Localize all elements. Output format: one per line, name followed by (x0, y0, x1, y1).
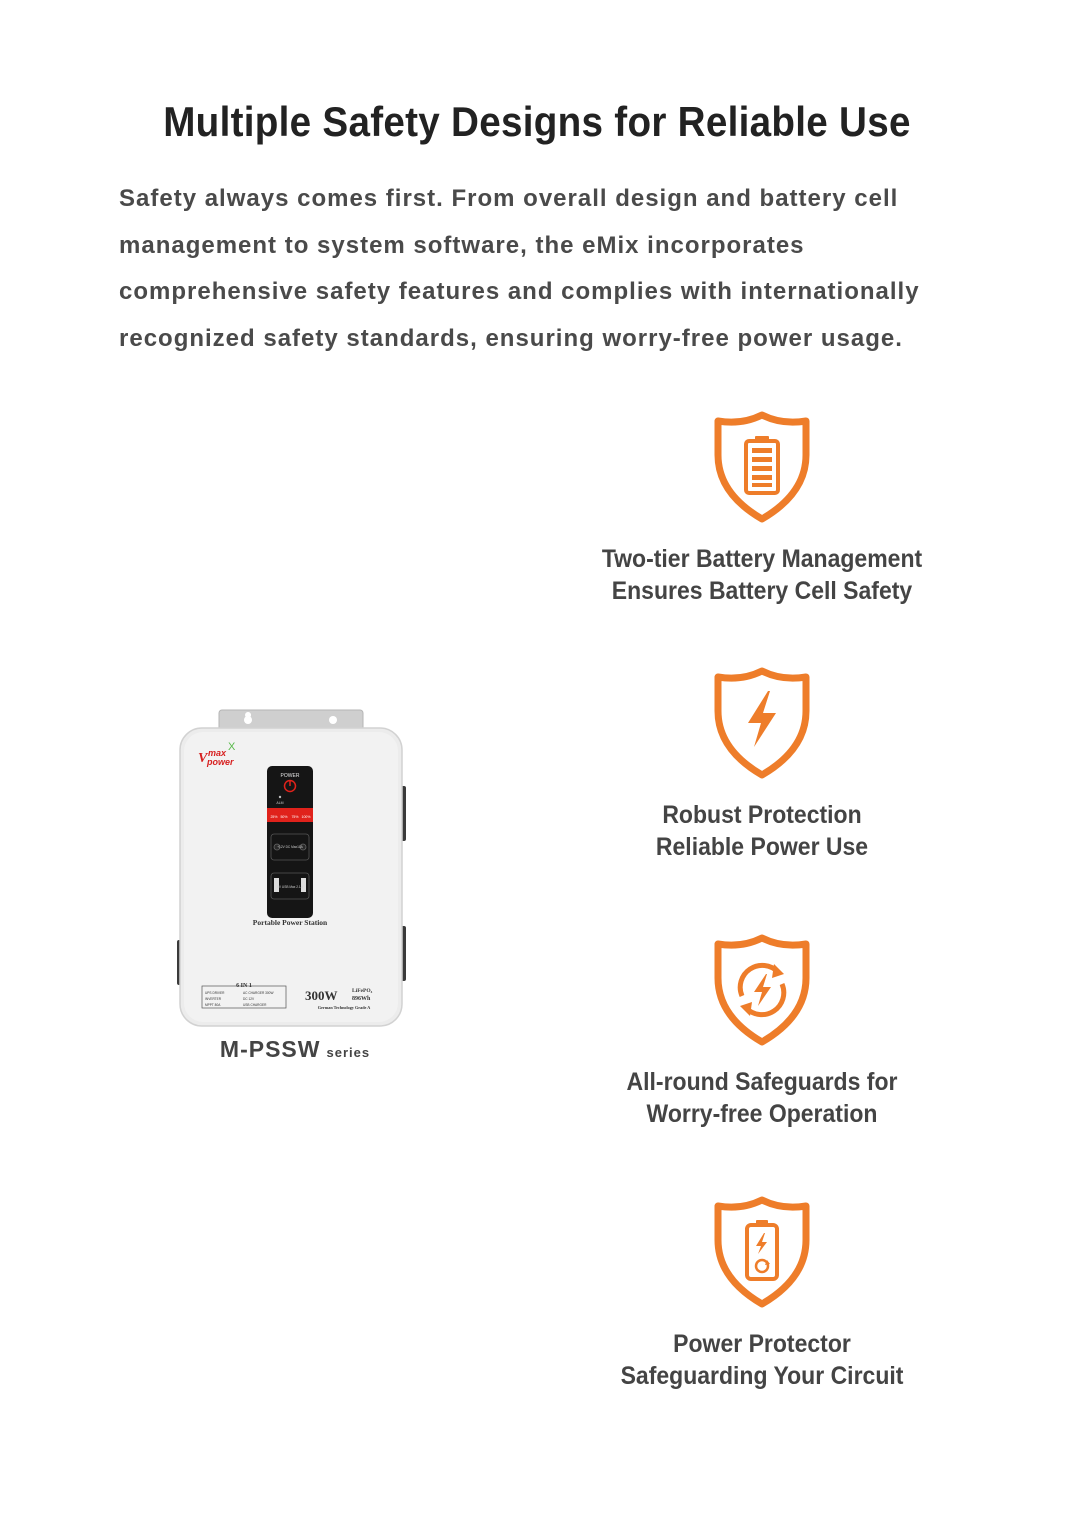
feature-label (576, 1328, 948, 1392)
alm-label: ALM (276, 801, 284, 805)
usb-label: 5V USB Max 2.1A (277, 885, 303, 889)
feature-label (576, 1066, 948, 1130)
brand-logo: V (198, 751, 208, 766)
feature-item (560, 411, 964, 607)
panel-name: Portable Power Station (252, 918, 328, 927)
level-50: 50% (280, 815, 288, 819)
level-25: 25% (270, 815, 278, 819)
power-label: POWER (280, 773, 300, 779)
bracket-hole-left (244, 716, 252, 724)
control-panel (267, 766, 313, 918)
chemistry-label: LiFePO₄ (352, 988, 373, 994)
level-100: 100% (301, 815, 311, 819)
wattage-label: 300W (305, 988, 338, 1003)
feature-ac: AC CHARGER 300W (243, 991, 274, 995)
feature-dc: DC 12V (243, 997, 255, 1001)
feature-line2: Safeguarding Your Circuit (620, 1362, 904, 1390)
brand-logo: X (228, 741, 236, 753)
brand-logo: power (207, 757, 234, 767)
page-title: Multiple Safety Designs for Reliable Use (163, 98, 911, 145)
feature-line1: All-round Safeguards for (626, 1068, 898, 1096)
battery-shield-icon (712, 411, 812, 523)
lightning-shield-icon (712, 667, 812, 779)
feature-line1: Robust Protection (662, 801, 862, 829)
feature-mppt: MPPT 80A (205, 1003, 221, 1007)
grade-label: German Technology Grade A (317, 1005, 371, 1010)
feature-item (560, 1196, 964, 1392)
recycle-battery-shield-icon (712, 1196, 812, 1308)
product-image (176, 708, 411, 1030)
feature-inverter: INVERTER (205, 997, 222, 1001)
feature-ups: UPS DRIVER (205, 991, 225, 995)
intro-paragraph: Safety always comes first. From overall design and battery cell management to system software, the eMix incorporates comprehensive safety features and complies with internationally recognized safety standards, ensuring worry-free power usage. (119, 185, 920, 352)
feature-line2: Reliable Power Use (655, 833, 869, 861)
feature-label (576, 799, 948, 863)
power-station-illustration (176, 708, 411, 1030)
level-75: 75% (291, 815, 299, 819)
feature-line1: Two-tier Battery Management (601, 545, 923, 573)
feature-item (560, 667, 964, 863)
feature-label (576, 543, 948, 607)
cycle-shield-icon (712, 934, 812, 1046)
feature-line1: Power Protector (673, 1330, 851, 1358)
capacity-label: 896Wh (352, 996, 371, 1002)
feature-item (560, 934, 964, 1130)
feature-line2: Worry-free Operation (646, 1100, 878, 1128)
dc-label: +12V DC Max10A (277, 845, 303, 849)
feature-usb: USB CHARGER (243, 1003, 267, 1007)
model-name: M-PSSW (219, 1036, 321, 1062)
model-series: series (326, 1045, 371, 1060)
model-caption (160, 1036, 430, 1063)
six-in-one-label: 6 IN 1 (236, 983, 252, 989)
brand-logo: max (208, 748, 227, 758)
feature-line2: Ensures Battery Cell Safety (611, 577, 913, 605)
bracket-hole-right (329, 716, 337, 724)
